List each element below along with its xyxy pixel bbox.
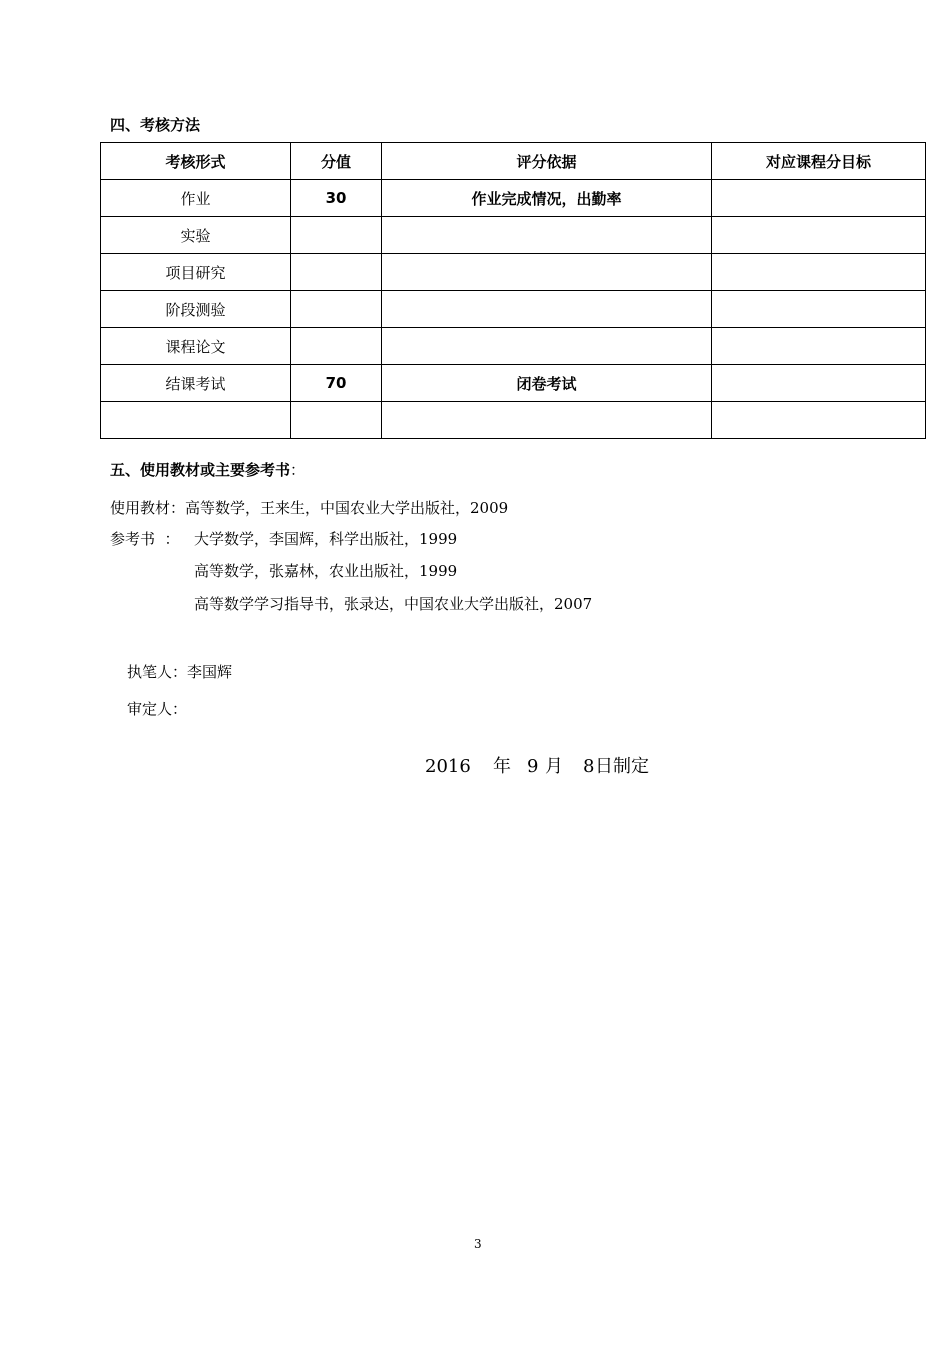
date-day: 8 [583,756,595,777]
cell-criteria: 作业完成情况，出勤率 [382,180,712,217]
date-year-unit: 年 [493,756,511,777]
cell-score [291,402,382,439]
cell-form: 项目研究 [101,254,291,291]
cell-form: 实验 [101,217,291,254]
cell-criteria [382,402,712,439]
table-header-row [101,143,926,180]
reference-line [110,528,457,549]
date-month: 9 [527,756,539,777]
table-row [101,402,926,439]
reviewer-line: 审定人： [127,700,188,718]
page-number: 3 [474,1237,482,1251]
header-criteria: 评分依据 [382,143,712,180]
textbook-text: 高等数学，王来生，中国农业大学出版社，2009 [185,499,509,517]
cell-score [291,217,382,254]
cell-objective [712,402,926,439]
writer-line: 执笔人：李国辉 [127,663,233,681]
cell-score [291,328,382,365]
cell-criteria [382,217,712,254]
section-5-heading [110,459,305,480]
reference-item: 高等数学，张嘉林，农业出版社，1999 [194,562,458,580]
section-5-title: 五、使用教材或主要参考书 [110,461,291,479]
cell-objective [712,254,926,291]
cell-objective [712,291,926,328]
reference-item: 大学数学，李国辉，科学出版社，1999 [194,530,458,548]
cell-form: 阶段测验 [101,291,291,328]
table-row [101,365,926,402]
table-row [101,180,926,217]
cell-objective [712,365,926,402]
cell-criteria [382,291,712,328]
cell-objective [712,180,926,217]
cell-score: 30 [291,180,382,217]
cell-criteria [382,328,712,365]
date-year: 2016 [425,756,471,777]
header-objective: 对应课程分目标 [712,143,926,180]
section-5-title-colon: ： [290,461,306,479]
cell-form [101,402,291,439]
cell-objective [712,328,926,365]
cell-objective [712,217,926,254]
cell-criteria: 闭卷考试 [382,365,712,402]
date-suffix: 日制定 [595,756,649,777]
reference-item: 高等数学学习指导书，张录达，中国农业大学出版社，2007 [194,595,593,613]
cell-form: 作业 [101,180,291,217]
cell-form: 结课考试 [101,365,291,402]
table-row [101,254,926,291]
date-month-unit: 月 [545,756,563,777]
header-score: 分值 [291,143,382,180]
textbook-line [110,497,508,518]
table-row [101,217,926,254]
cell-score [291,291,382,328]
table-row [101,291,926,328]
date-line [425,752,649,778]
cell-score: 70 [291,365,382,402]
cell-score [291,254,382,291]
cell-form: 课程论文 [101,328,291,365]
section-4-title: 四、考核方法 [110,116,201,134]
cell-criteria [382,254,712,291]
assessment-table [100,142,926,439]
table-row [101,328,926,365]
reference-label: 参考书 ： [110,530,180,548]
header-form: 考核形式 [101,143,291,180]
textbook-label: 使用教材： [110,499,186,517]
